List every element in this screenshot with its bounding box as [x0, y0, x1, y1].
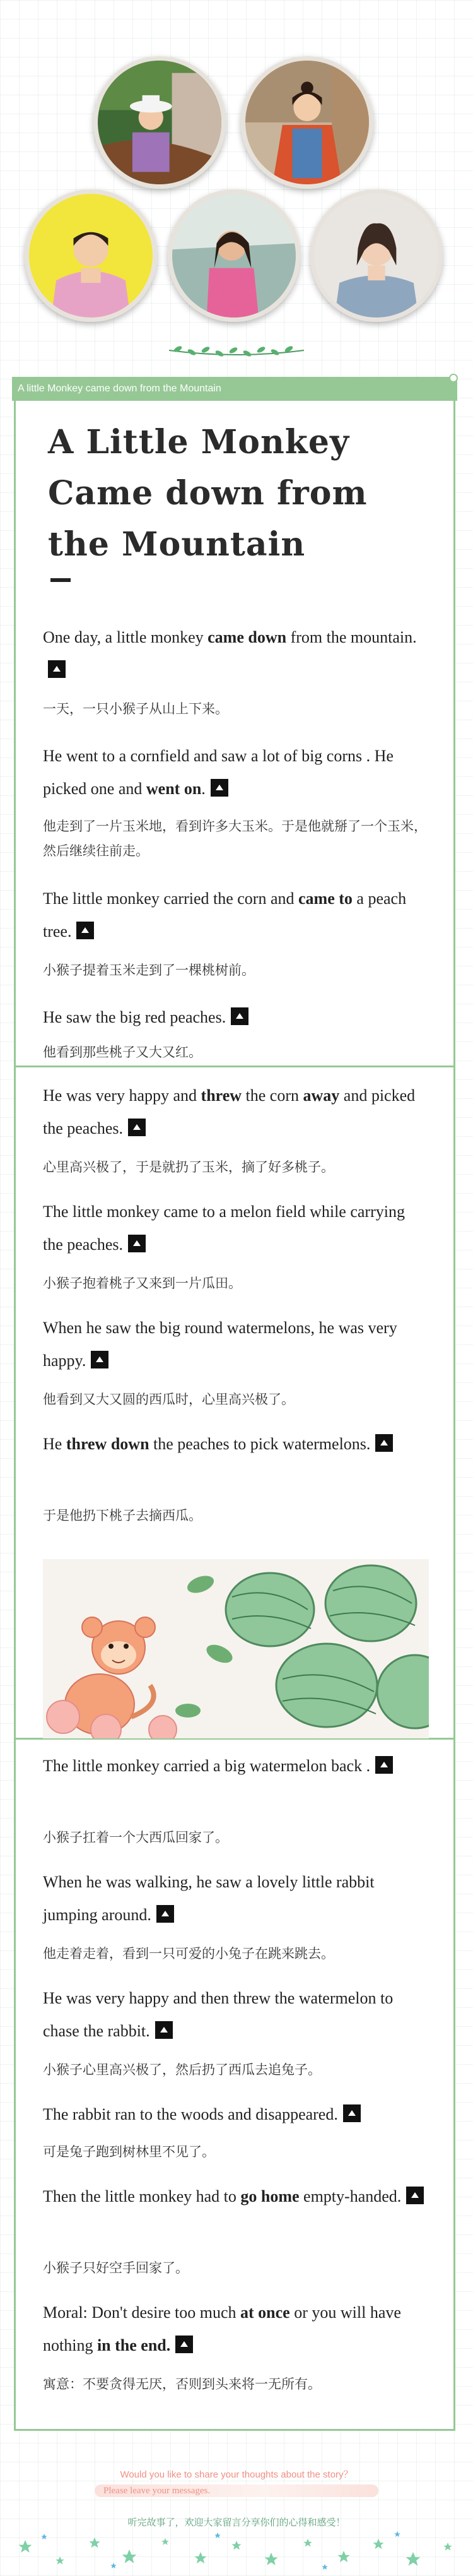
- star-icon: [0, 2528, 473, 2576]
- speaker-icon[interactable]: [375, 1756, 393, 1774]
- title-line: the Mountain: [48, 525, 306, 564]
- chinese-translation: 可是兔子跑到树林里不见了。: [43, 2144, 215, 2159]
- chinese-translation: 小猴子心里高兴极了，然后扔了西瓜去追兔子。: [43, 2062, 321, 2077]
- child-photo-hat: [93, 56, 226, 189]
- speaker-icon[interactable]: [91, 1351, 108, 1368]
- chinese-translation: 他走着走着，看到一只可爱的小兔子在跳来跳去。: [43, 1946, 334, 1961]
- speaker-icon[interactable]: [128, 1119, 146, 1136]
- child-photo-beach: [168, 189, 300, 322]
- english-sentence: One day, a little monkey came down from the mountain.: [43, 621, 428, 687]
- speaker-icon[interactable]: [211, 779, 228, 797]
- english-sentence: When he was walking, he saw a lovely little rabbit jumping around.: [43, 1873, 375, 1924]
- comment-prompt: Would you like to share your thoughts about the story？: [120, 2469, 353, 2480]
- title-line: Came down from: [48, 474, 368, 513]
- chinese-translation: 一天，一只小猴子从山上下来。: [43, 701, 228, 716]
- comment-input[interactable]: Please leave your messages.: [95, 2484, 378, 2497]
- story-title: [48, 417, 426, 570]
- speaker-icon[interactable]: [48, 660, 66, 678]
- english-sentence: The little monkey came to a melon field while carrying the peaches.: [43, 1202, 405, 1254]
- speaker-icon[interactable]: [155, 2021, 173, 2039]
- english-sentence: The little monkey carried the corn and came to a peach tree.: [43, 889, 407, 941]
- speaker-icon[interactable]: [128, 1235, 146, 1252]
- english-sentence: He threw down the peaches to pick watermelons.: [43, 1428, 428, 1461]
- english-sentence: The little monkey carried a big watermelon back .: [43, 1750, 428, 1783]
- speaker-icon[interactable]: [76, 922, 94, 939]
- title-line: A Little Monkey: [48, 423, 350, 461]
- chinese-translation: 小猴子只好空手回家了。: [43, 2260, 189, 2276]
- chinese-translation: 于是他扔下桃子去摘西瓜。: [43, 1508, 202, 1523]
- story-illustration: [43, 1559, 429, 1738]
- english-sentence: He was very happy and then threw the watermelon to chase the rabbit.: [43, 1989, 394, 2040]
- child-photo-costume: [241, 56, 373, 189]
- speaker-icon[interactable]: [406, 2187, 424, 2204]
- thanks-text: 听完故事了，欢迎大家留言分享你们的心得和感受！: [127, 2517, 346, 2528]
- chinese-translation: 心里高兴极了，于是就扔了玉米，摘了好多桃子。: [43, 1160, 334, 1175]
- teacher-photo: [310, 189, 443, 322]
- chinese-translation: 他看到又大又圆的西瓜时，心里高兴极了。: [43, 1392, 295, 1407]
- speaker-icon[interactable]: [343, 2104, 361, 2122]
- child-photo-pink-shirt: [25, 189, 157, 322]
- moral-translation: 寓意：不要贪得无厌，否则到头来将一无所有。: [43, 2377, 321, 2392]
- speaker-icon[interactable]: [231, 1007, 248, 1025]
- story-tag: A little Monkey came down from the Mountain: [12, 377, 457, 401]
- tag-dot-icon: [449, 374, 458, 383]
- title-divider: [50, 578, 71, 582]
- chinese-translation: 他走到了一片玉米地，看到许多大玉米。于是他就掰了一个玉米，然后继续往前走。: [43, 819, 427, 858]
- english-sentence: He saw the big red peaches.: [43, 1001, 428, 1034]
- speaker-icon[interactable]: [175, 2336, 193, 2353]
- chinese-translation: 他看到那些桃子又大又红。: [43, 1045, 202, 1060]
- chinese-translation: 小猴子抱着桃子又来到一片瓜田。: [43, 1276, 242, 1291]
- chinese-translation: 小猴子提着玉米走到了一棵桃树前。: [43, 963, 255, 978]
- chinese-translation: 小猴子扛着一个大西瓜回家了。: [43, 1830, 228, 1845]
- sprig-icon: [165, 338, 308, 363]
- english-sentence: He was very happy and threw the corn away and picked the peaches.: [43, 1086, 416, 1137]
- english-sentence: He went to a cornfield and saw a lot of big corns . He picked one and went on.: [43, 747, 394, 798]
- speaker-icon[interactable]: [156, 1905, 174, 1923]
- english-sentence: When he saw the big round watermelons, he was very happy.: [43, 1319, 397, 1370]
- english-sentence: Then the little monkey had to go home empty-handed.: [43, 2180, 428, 2213]
- moral-sentence: Moral: Don't desire too much at once or you will have nothing in the end.: [43, 2303, 401, 2354]
- speaker-icon[interactable]: [375, 1434, 393, 1452]
- english-sentence: The rabbit ran to the woods and disappeared.: [43, 2098, 428, 2131]
